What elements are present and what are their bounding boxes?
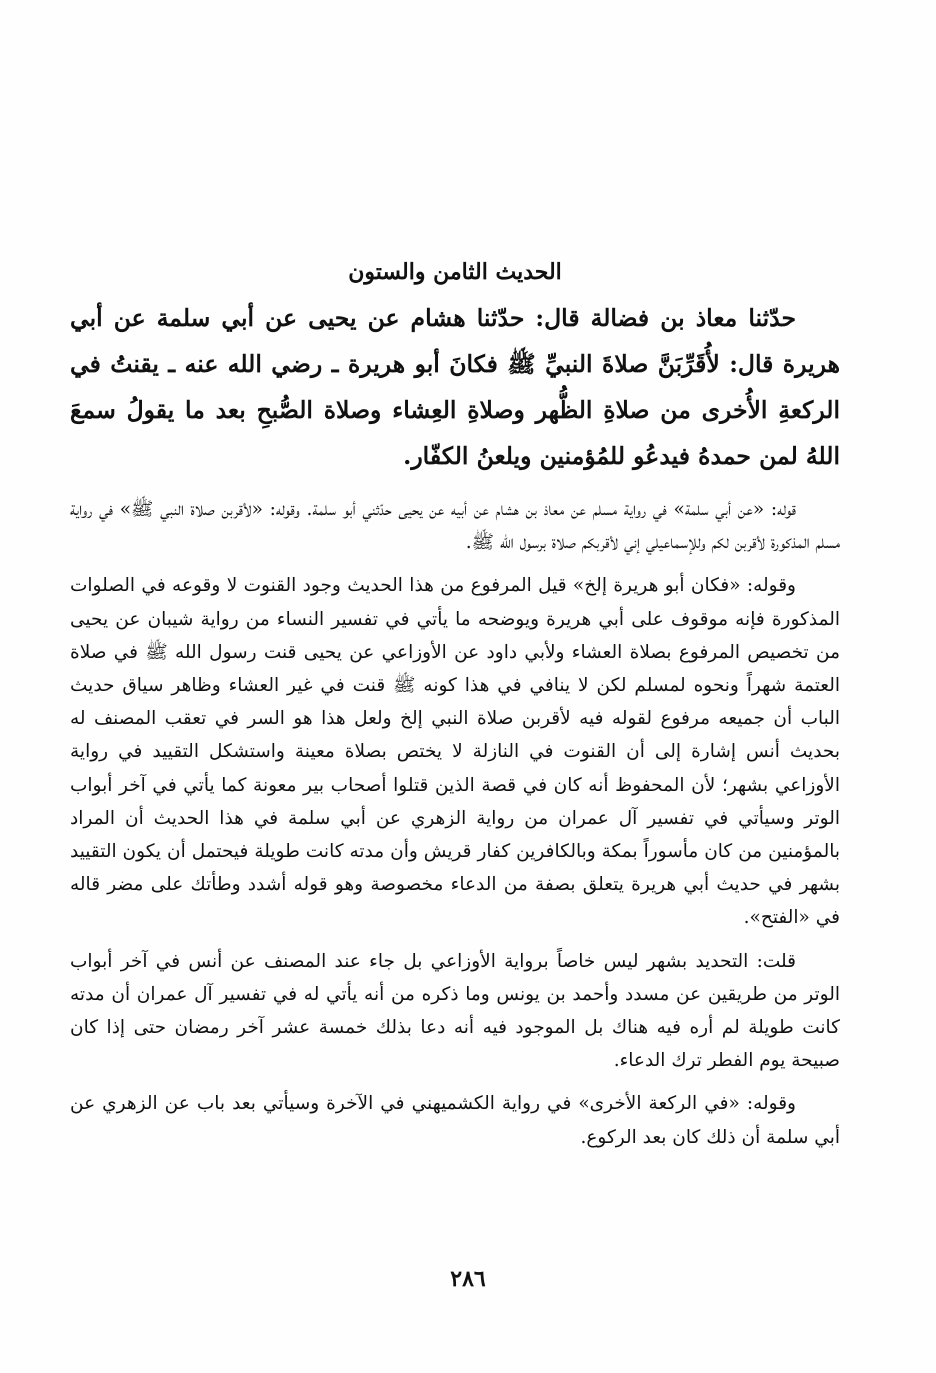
commentary-paragraph-1: قوله: «عن أبي سلمة» في رواية مسلم عن معاذ بن هشام عن أبيه عن يحيى حدّثني أبو سلمة. وقوله: «لأقربن صلاة النبي ﷺ» في رواية مسلم المذكورة لأقربن لكم وللإسماعيلي إني لأقربكم صلاة برسول الله ﷺ. bbox=[70, 499, 840, 554]
commentary-paragraph-3: قلت: التحديد بشهر ليس خاصاً برواية الأوزاعي بل جاء عند المصنف عن أنس في آخر أبواب الوتر من طريقين عن مسدد وأحمد بن يونس وما ذكره من أنه يأتي له في تفسير آل عمران أن مدته كانت طويلة لم أره فيه هناك بل الموجود فيه أنه دعا بذلك خمسة عشر آخر رمضان حتى إذا كان صبيحة يوم الفطر ترك الدعاء. bbox=[70, 950, 840, 1072]
commentary-paragraph-4: وقوله: «في الركعة الأخرى» في رواية الكشميهني في الآخرة وسيأتي بعد باب عن الزهري عن أبي سلمة أن ذلك كان بعد الركوع. bbox=[70, 1093, 840, 1148]
hadith-heading: الحديث الثامن والستون bbox=[348, 259, 562, 285]
page-number: ٢٨٦ bbox=[450, 1266, 486, 1292]
page-content bbox=[70, 253, 840, 1164]
hadith-text: حدّثنا معاذ بن فضالة قال: حدّثنا هشام عن يحيى عن أبي سلمة عن أبي هريرة قال: لأُقَرِّبَنَّ صلاةَ النبيِّ ﷺ فكانَ أبو هريرة ـ رضي الله عنه ـ يقنتُ في الركعةِ الأُخرى من صلاةِ الظُّهر وصلاةِ العِشاء وصلاة الصُّبحِ بعد ما يقولُ سمعَ اللهُ لمن حمدهُ فيدعُو للمُؤمنين ويلعنُ الكفّار. bbox=[70, 304, 840, 470]
commentary-paragraph-2: وقوله: «فكان أبو هريرة إلخ» قيل المرفوع من هذا الحديث وجود القنوت لا وقوعه في الصلوات المذكورة فإنه موقوف على أبي هريرة ويوضحه ما يأتي في تفسير النساء من رواية شيبان عن يحيى من تخصيص المرفوع بصلاة العشاء ولأبي داود عن الأوزاعي عن يحيى قنت رسول الله ﷺ في صلاة العتمة شهراً ونحوه لمسلم لكن لا ينافي في هذا كونه ﷺ قنت في غير العشاء وظاهر سياق حديث الباب أن جميعه مرفوع لقوله فيه لأقربن صلاة النبي إلخ ولعل هذا هو السر في تعقب المصنف له بحديث أنس إشارة إلى أن القنوت في النازلة لا يختص بصلاة معينة واستشكل التقييد في رواية الأوزاعي بشهر؛ لأن المحفوظ أنه كان في قصة الذين قتلوا أصحاب بير معونة كما يأتي في آخر أبواب الوتر وسيأتي في تفسير آل عمران من رواية الزهري عن أبي سلمة في هذا الحديث أن المراد بالمؤمنين من كان مأسوراً بمكة وبالكافرين كفار قريش وأن مدته كانت طويلة فيحتمل أن يكون التقييد بشهر في حديث أبي هريرة يتعلق بصفة من الدعاء مخصوصة وهو قوله أشدد وطأتك على مضر قاله في «الفتح». bbox=[70, 575, 840, 929]
